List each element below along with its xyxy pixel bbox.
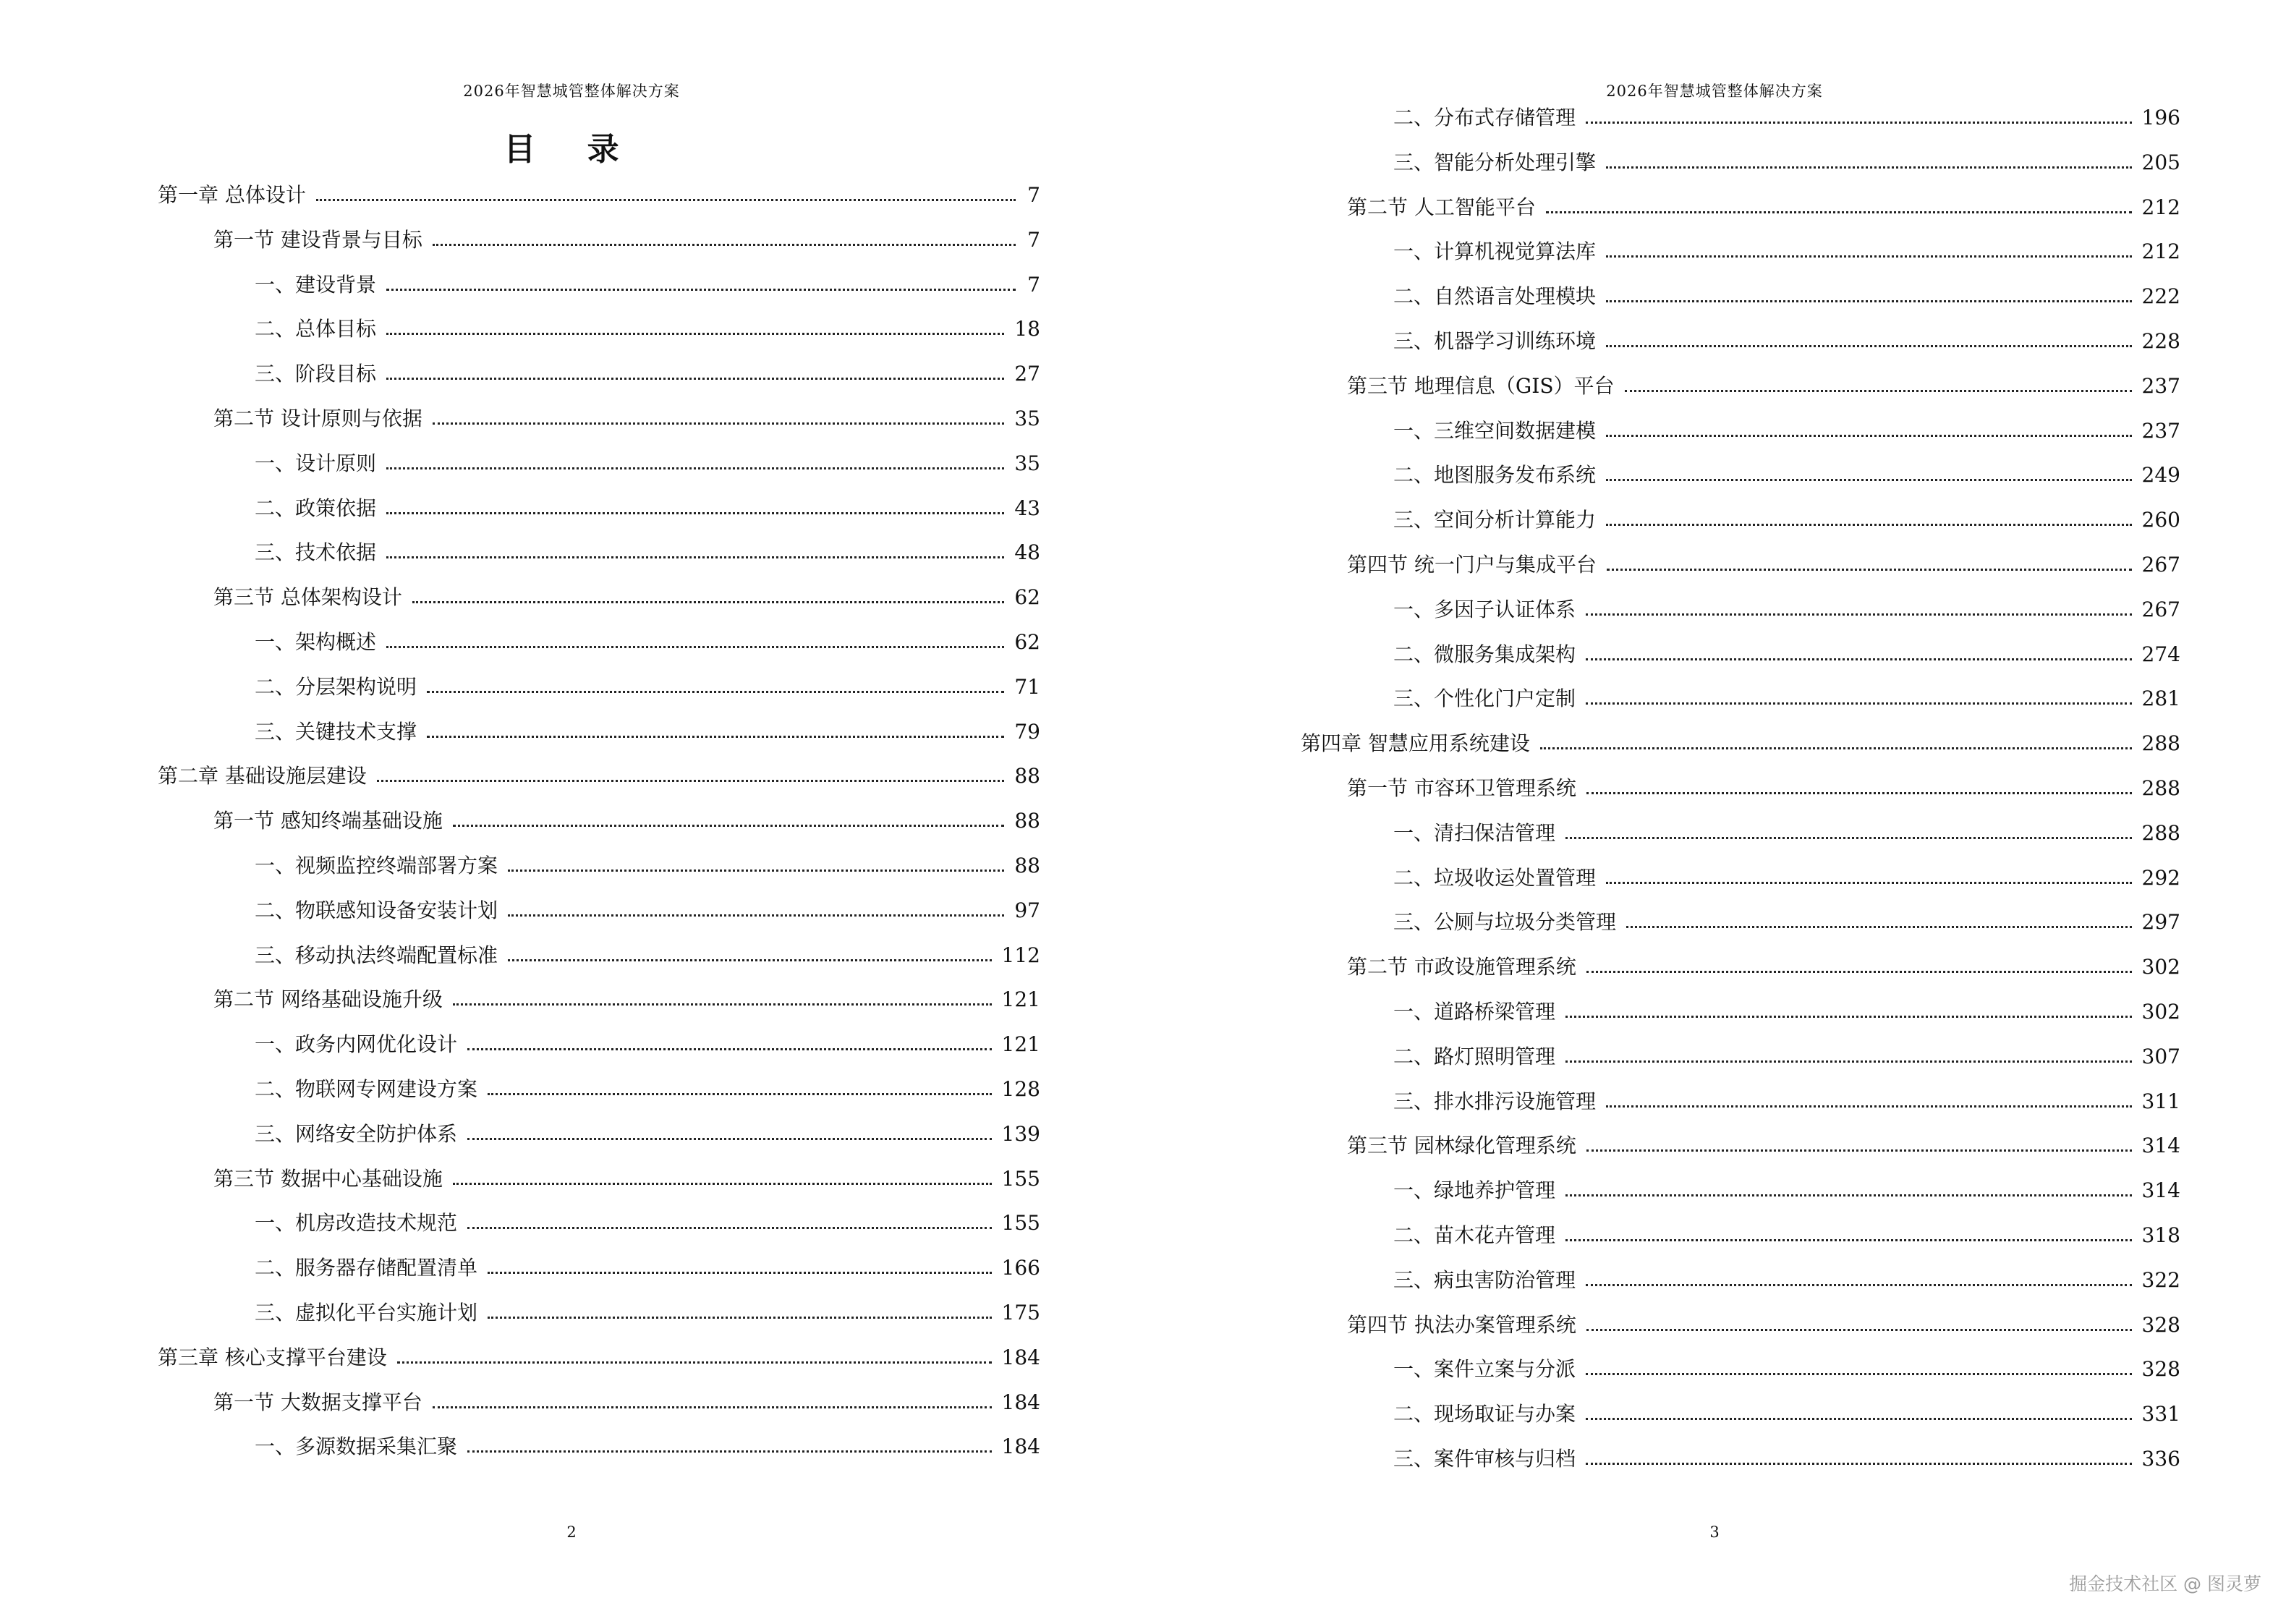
toc-entry-page: 302 [2141, 1000, 2180, 1024]
page-number: 2 [566, 1523, 577, 1541]
toc-entry-label: 第二节 网络基础设施升级 [213, 987, 443, 1011]
toc-entry-label: 三、案件审核与归档 [1393, 1447, 1576, 1471]
toc-entry[interactable] [158, 181, 1040, 210]
toc-entry-page: 336 [2141, 1447, 2180, 1471]
toc-entry-page: 27 [1014, 362, 1040, 386]
toc-entry-page: 35 [1014, 407, 1040, 430]
toc-entry[interactable] [1393, 908, 2180, 937]
toc-entry-page: 121 [1001, 1032, 1040, 1056]
dot-leader [1565, 1060, 2132, 1063]
dot-leader [453, 825, 1004, 827]
toc-entry[interactable] [1301, 729, 2180, 758]
dot-leader [1586, 1149, 2132, 1152]
toc-entry-label: 一、多源数据采集汇聚 [255, 1434, 458, 1458]
toc-entry-label: 第二节 设计原则与依据 [213, 407, 422, 430]
dot-leader [1540, 747, 2132, 749]
toc-entry-label: 一、三维空间数据建模 [1393, 419, 1597, 443]
toc-entry-label: 二、现场取证与办案 [1393, 1402, 1576, 1426]
toc-entry-page: 71 [1014, 675, 1040, 699]
dot-leader [508, 870, 1004, 872]
dot-leader [488, 1093, 992, 1095]
toc-entry[interactable] [1393, 819, 2180, 848]
toc-entry[interactable] [255, 1030, 1040, 1059]
dot-leader [488, 1317, 992, 1319]
dot-leader [1586, 1284, 2132, 1286]
dot-leader [433, 244, 1016, 246]
toc-entry[interactable] [1347, 774, 2180, 803]
dot-leader [1606, 524, 2132, 526]
toc-entry-label: 一、设计原则 [255, 451, 377, 475]
dot-leader [386, 556, 1004, 558]
toc-entry-label: 二、苗木花卉管理 [1393, 1223, 1556, 1247]
toc-entry[interactable] [255, 1298, 1040, 1327]
dot-leader [1565, 1016, 2132, 1018]
toc-entry-page: 196 [2141, 106, 2180, 129]
toc-entry[interactable] [1393, 327, 2180, 356]
toc-entry-page: 260 [2141, 508, 2180, 532]
dot-leader [1607, 569, 2132, 571]
toc-entry[interactable] [213, 404, 1040, 433]
toc-entry-page: 314 [2141, 1134, 2180, 1157]
toc-entry-page: 307 [2141, 1045, 2180, 1068]
toc-entry-page: 281 [2141, 686, 2180, 710]
toc-entry[interactable] [158, 762, 1040, 791]
toc-entry[interactable] [1393, 1400, 2180, 1429]
toc-entry-page: 237 [2141, 374, 2180, 398]
toc-entry-page: 288 [2141, 776, 2180, 800]
toc-entry[interactable] [213, 1388, 1040, 1417]
toc-entry-page: 155 [1001, 1211, 1040, 1235]
toc-entry-label: 三、关键技术支撑 [255, 720, 417, 744]
toc-entry[interactable] [1393, 1266, 2180, 1295]
toc-entry[interactable] [1393, 103, 2180, 132]
toc-entry-label: 三、虚拟化平台实施计划 [255, 1301, 478, 1325]
toc-entry-label: 二、垃圾收运处置管理 [1393, 866, 1597, 890]
toc-entry[interactable] [255, 271, 1040, 299]
toc-entry[interactable] [213, 985, 1040, 1014]
toc-entry-label: 二、地图服务发布系统 [1393, 463, 1597, 487]
toc-entry[interactable] [255, 449, 1040, 478]
toc-entry-label: 一、清扫保洁管理 [1393, 821, 1556, 845]
dot-leader [1586, 122, 2132, 124]
toc-entry[interactable] [255, 896, 1040, 925]
toc-entry-label: 第一节 建设背景与目标 [213, 228, 422, 252]
toc-entry-page: 88 [1014, 764, 1040, 788]
dot-leader [1565, 1239, 2132, 1241]
toc-entry-page: 48 [1014, 540, 1040, 564]
toc-entry-label: 一、架构概述 [255, 630, 377, 654]
toc-entry[interactable] [1393, 237, 2180, 266]
toc-entry-label: 第四节 执法办案管理系统 [1347, 1313, 1576, 1337]
toc-entry[interactable] [1393, 1042, 2180, 1071]
dot-leader [467, 1450, 992, 1453]
toc-entry-label: 一、计算机视觉算法库 [1393, 239, 1597, 263]
dot-leader [1606, 1105, 2132, 1108]
dot-leader [386, 646, 1004, 648]
toc-entry[interactable] [1347, 193, 2180, 222]
toc-entry-label: 二、服务器存储配置清单 [255, 1256, 478, 1280]
toc-entry-page: 166 [1001, 1256, 1040, 1280]
dot-leader [1586, 1373, 2132, 1375]
toc-entry[interactable] [213, 226, 1040, 255]
toc-entry-label: 第三节 数据中心基础设施 [213, 1167, 443, 1191]
toc-entry-page: 7 [1027, 273, 1040, 297]
toc-entry-label: 二、微服务集成架构 [1393, 642, 1576, 666]
dot-leader [1586, 658, 2132, 660]
toc-entry-page: 79 [1014, 720, 1040, 744]
toc-entry[interactable] [255, 315, 1040, 344]
toc-entry-page: 97 [1014, 898, 1040, 922]
toc-entry-label: 二、自然语言处理模块 [1393, 284, 1597, 308]
dot-leader [316, 199, 1016, 201]
toc-entry[interactable] [1393, 417, 2180, 446]
toc-entry-label: 一、机房改造技术规范 [255, 1211, 458, 1235]
toc-entry-label: 第一节 感知终端基础设施 [213, 809, 443, 833]
dot-leader [1565, 837, 2132, 839]
toc-entry-page: 112 [1001, 943, 1040, 967]
toc-entry-label: 第三节 园林绿化管理系统 [1347, 1134, 1576, 1157]
toc-entry-page: 267 [2141, 598, 2180, 621]
dot-leader [386, 467, 1004, 469]
toc-entry-label: 二、政策依据 [255, 496, 377, 520]
toc-entry-page: 267 [2141, 553, 2180, 577]
toc-entry-label: 一、绿地养护管理 [1393, 1178, 1556, 1202]
dot-leader [397, 1361, 992, 1364]
toc-entry-page: 288 [2141, 821, 2180, 845]
toc-entry[interactable] [255, 1209, 1040, 1238]
toc-entry[interactable] [255, 1254, 1040, 1283]
toc-entry-label: 三、空间分析计算能力 [1393, 508, 1597, 532]
toc-entry[interactable] [1393, 684, 2180, 713]
toc-entry-page: 274 [2141, 642, 2180, 666]
dot-leader [427, 691, 1004, 693]
toc-entry-label: 第一节 市容环卫管理系统 [1347, 776, 1576, 800]
dot-leader [467, 1227, 992, 1229]
dot-leader [427, 736, 1004, 738]
running-header: 2026年智慧城管整体解决方案 [463, 82, 680, 100]
dot-leader [386, 512, 1004, 514]
toc-entry-page: 322 [2141, 1268, 2180, 1292]
toc-entry-page: 328 [2141, 1357, 2180, 1381]
toc-entry-label: 一、道路桥梁管理 [1393, 1000, 1556, 1024]
toc-entry-label: 三、排水排污设施管理 [1393, 1089, 1597, 1113]
toc-entry-label: 第二章 基础设施层建设 [158, 764, 367, 788]
toc-entry-page: 318 [2141, 1223, 2180, 1247]
toc-entry-page: 155 [1001, 1167, 1040, 1191]
dot-leader [1626, 926, 2132, 928]
toc-entry-label: 三、智能分析处理引擎 [1393, 150, 1597, 174]
toc-entry-page: 18 [1014, 317, 1040, 341]
toc-entry-page: 7 [1027, 183, 1040, 207]
dot-leader [1586, 971, 2132, 973]
dot-leader [433, 1406, 992, 1408]
toc-entry[interactable] [1393, 1445, 2180, 1474]
toc-entry[interactable] [1393, 461, 2180, 490]
right-page [1143, 0, 2286, 1624]
toc-title: 目 录 [503, 131, 640, 168]
toc-entry[interactable] [1347, 1131, 2180, 1160]
dot-leader [386, 289, 1016, 291]
toc-entry-label: 第三节 地理信息（GIS）平台 [1347, 374, 1615, 398]
toc-entry-label: 第一章 总体设计 [158, 183, 306, 207]
toc-entry-page: 184 [1001, 1434, 1040, 1458]
toc-entry-page: 88 [1014, 854, 1040, 877]
watermark: 掘金技术社区 @ 图灵萝 [2069, 1573, 2261, 1594]
dot-leader [1586, 702, 2132, 705]
dot-leader [1606, 345, 2132, 347]
toc-entry-page: 62 [1014, 630, 1040, 654]
toc-entry[interactable] [158, 1343, 1040, 1372]
toc-entry-page: 331 [2141, 1402, 2180, 1426]
dot-leader [1606, 166, 2132, 169]
dot-leader [1606, 882, 2132, 884]
toc-entry-page: 128 [1001, 1077, 1040, 1101]
dot-leader [467, 1138, 992, 1140]
toc-entry-label: 第四节 统一门户与集成平台 [1347, 553, 1597, 577]
toc-entry-label: 三、移动执法终端配置标准 [255, 943, 498, 967]
toc-entry-page: 288 [2141, 731, 2180, 755]
toc-entry-page: 311 [2141, 1089, 2180, 1113]
toc-entry-page: 121 [1001, 987, 1040, 1011]
toc-entry-page: 212 [2141, 195, 2180, 219]
toc-entry-label: 三、技术依据 [255, 540, 377, 564]
toc-entry-page: 7 [1027, 228, 1040, 252]
toc-entry-page: 205 [2141, 150, 2180, 174]
dot-leader [1625, 390, 2132, 392]
toc-entry-label: 第三章 核心支撑平台建设 [158, 1345, 387, 1369]
toc-entry-page: 88 [1014, 809, 1040, 833]
toc-entry[interactable] [255, 941, 1040, 970]
toc-entry[interactable] [1393, 1176, 2180, 1205]
toc-entry[interactable] [255, 851, 1040, 880]
toc-entry[interactable] [255, 494, 1040, 523]
toc-entry[interactable] [213, 807, 1040, 836]
toc-entry[interactable] [1393, 506, 2180, 535]
toc-entry-label: 二、物联感知设备安装计划 [255, 898, 498, 922]
toc-entry[interactable] [213, 1165, 1040, 1194]
dot-leader [412, 601, 1004, 603]
toc-entry[interactable] [255, 360, 1040, 388]
toc-entry[interactable] [1347, 1311, 2180, 1340]
dot-leader [508, 914, 1004, 917]
toc-entry[interactable] [255, 718, 1040, 747]
toc-entry-label: 第二节 人工智能平台 [1347, 195, 1536, 219]
toc-entry-label: 第一节 大数据支撑平台 [213, 1390, 422, 1414]
dot-leader [377, 780, 1004, 782]
toc-entry[interactable] [255, 1432, 1040, 1461]
toc-entry[interactable] [255, 628, 1040, 657]
toc-entry-label: 第二节 市政设施管理系统 [1347, 955, 1576, 979]
dot-leader [1546, 211, 2132, 213]
toc-entry-page: 249 [2141, 463, 2180, 487]
toc-entry-page: 297 [2141, 910, 2180, 934]
dot-leader [386, 333, 1004, 335]
dot-leader [1586, 613, 2132, 616]
toc-entry-label: 第三节 总体架构设计 [213, 585, 402, 609]
toc-entry-label: 三、病虫害防治管理 [1393, 1268, 1576, 1292]
toc-entry[interactable] [255, 538, 1040, 567]
dot-leader [1586, 1418, 2132, 1420]
toc-entry-label: 一、多因子认证体系 [1393, 598, 1576, 621]
running-header: 2026年智慧城管整体解决方案 [1606, 82, 1823, 100]
toc-entry[interactable] [1347, 372, 2180, 401]
page-number: 3 [1709, 1523, 1720, 1541]
toc-entry-page: 212 [2141, 239, 2180, 263]
toc-entry[interactable] [255, 1075, 1040, 1104]
toc-entry-page: 228 [2141, 329, 2180, 353]
dot-leader [1606, 255, 2132, 258]
toc-entry-label: 三、网络安全防护体系 [255, 1122, 458, 1146]
toc-entry-page: 62 [1014, 585, 1040, 609]
toc-entry[interactable] [1393, 282, 2180, 311]
toc-entry-label: 一、视频监控终端部署方案 [255, 854, 498, 877]
toc-entry-page: 184 [1001, 1345, 1040, 1369]
toc-entry[interactable] [1393, 864, 2180, 893]
dot-leader [1606, 479, 2132, 481]
toc-entry[interactable] [1393, 595, 2180, 624]
dot-leader [1586, 792, 2132, 794]
toc-entry[interactable] [1393, 148, 2180, 177]
dot-leader [453, 1183, 992, 1185]
dot-leader [386, 378, 1004, 380]
toc-entry-page: 314 [2141, 1178, 2180, 1202]
dot-leader [508, 959, 992, 961]
toc-entry-label: 一、建设背景 [255, 273, 377, 297]
toc-entry-label: 一、政务内网优化设计 [255, 1032, 458, 1056]
toc-entry-label: 三、阶段目标 [255, 362, 377, 386]
toc-entry-page: 222 [2141, 284, 2180, 308]
dot-leader [467, 1048, 992, 1050]
toc-entry-label: 二、分布式存储管理 [1393, 106, 1576, 129]
dot-leader [1565, 1194, 2132, 1196]
dot-leader [453, 1003, 992, 1006]
dot-leader [1586, 1329, 2132, 1331]
toc-entry-page: 292 [2141, 866, 2180, 890]
toc-entry[interactable] [1347, 550, 2180, 579]
toc-entry-page: 328 [2141, 1313, 2180, 1337]
toc-entry-label: 三、公厕与垃圾分类管理 [1393, 910, 1617, 934]
toc-entry-label: 二、路灯照明管理 [1393, 1045, 1556, 1068]
toc-entry[interactable] [1393, 998, 2180, 1026]
toc-entry-page: 139 [1001, 1122, 1040, 1146]
toc-entry[interactable] [255, 673, 1040, 702]
toc-entry-page: 43 [1014, 496, 1040, 520]
toc-entry-label: 一、案件立案与分派 [1393, 1357, 1576, 1381]
dot-leader [488, 1272, 992, 1274]
toc-entry[interactable] [213, 583, 1040, 612]
toc-entry[interactable] [1393, 1087, 2180, 1116]
toc-entry-label: 二、物联网专网建设方案 [255, 1077, 478, 1101]
toc-entry[interactable] [255, 1120, 1040, 1149]
toc-entry-label: 二、总体目标 [255, 317, 377, 341]
toc-entry-label: 二、分层架构说明 [255, 675, 417, 699]
dot-leader [1586, 1463, 2132, 1465]
toc-entry[interactable] [1393, 1221, 2180, 1250]
dot-leader [1606, 435, 2132, 437]
dot-leader [1606, 300, 2132, 302]
toc-entry[interactable] [1393, 1355, 2180, 1384]
toc-entry-label: 第四章 智慧应用系统建设 [1301, 731, 1530, 755]
toc-entry[interactable] [1393, 640, 2180, 669]
toc-entry-page: 302 [2141, 955, 2180, 979]
toc-entry-page: 184 [1001, 1390, 1040, 1414]
toc-entry-page: 175 [1001, 1301, 1040, 1325]
toc-entry-label: 三、机器学习训练环境 [1393, 329, 1597, 353]
dot-leader [433, 422, 1004, 425]
toc-entry[interactable] [1347, 953, 2180, 982]
toc-entry-page: 35 [1014, 451, 1040, 475]
toc-entry-label: 三、个性化门户定制 [1393, 686, 1576, 710]
toc-entry-page: 237 [2141, 419, 2180, 443]
